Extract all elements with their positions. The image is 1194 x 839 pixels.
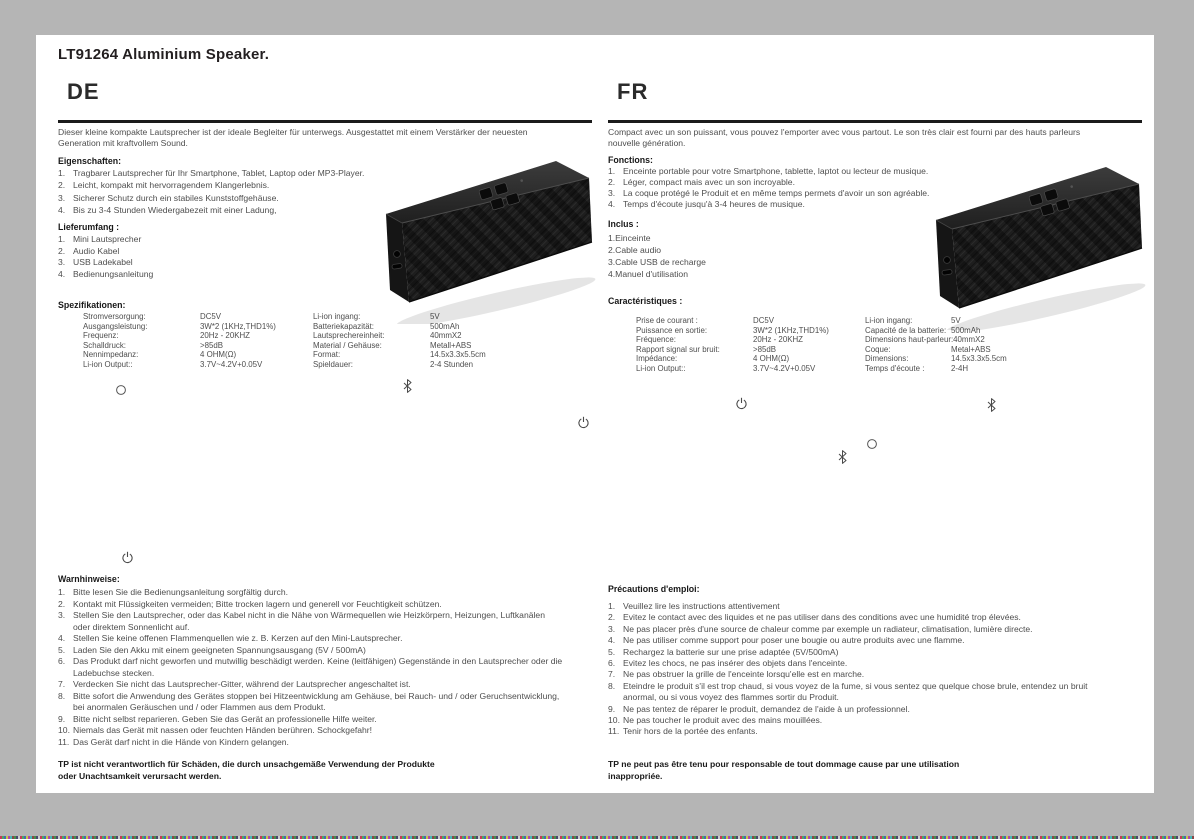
section-heading-specs: Spezifikationen:	[58, 300, 126, 310]
spec-label: Batteriekapazität:	[313, 321, 374, 331]
section-heading-specs: Caractéristiques :	[608, 296, 683, 306]
spec-value: 3.7V~4.2V+0.05V	[753, 363, 816, 373]
spec-label: Impédance:	[636, 354, 678, 364]
spec-label: Format:	[313, 350, 341, 360]
list-item: Audio Kabel	[73, 245, 120, 256]
spec-value: 3.7V~4.2V+0.05V	[200, 359, 263, 369]
list-item: Mini Lautsprecher	[73, 234, 142, 244]
section-heading-warnings: Précautions d'emploi:	[608, 584, 700, 594]
spec-value: >85dB	[753, 344, 777, 354]
spec-label: Prise de courant :	[636, 316, 698, 325]
spec-label: Li-ion ingang:	[313, 312, 361, 321]
spec-row	[865, 335, 1007, 345]
divider-rule	[608, 120, 1142, 123]
spec-table-left	[636, 316, 829, 374]
spec-row	[636, 335, 829, 345]
spec-value: Metall+ABS	[430, 340, 472, 350]
spec-label: Lautsprechereinheit:	[313, 331, 385, 341]
section-heading-included: Inclus :	[608, 219, 639, 229]
intro-text: Dieser kleine kompakte Lautsprecher ist der ideale Begleiter für unterwegs. Ausgestattet mit einem Verstärker der neuesten Generation mit kraftvollem Sound.	[58, 127, 528, 148]
spec-row	[865, 345, 1007, 355]
language-label-fr: FR	[617, 79, 649, 104]
divider-rule	[58, 120, 592, 123]
list-item: Bitte sofort die Anwendung des Gerätes stoppen bei Hitzeentwicklung am Gehäuse, bei Rauch- und / oder Geruchsentwicklung, bei anormalen Geräuschen und / oder Flammen aus dem Produkt.	[73, 690, 560, 712]
list-item: Ne pas placer près d'une source de chaleur comme par exemple un radiateur, climatisation, lumière directe.	[623, 623, 1033, 634]
spec-value: 40mmX2	[953, 335, 985, 345]
speaker-product-photo	[368, 152, 606, 324]
list-item: Eteindre le produit s'il est trop chaud, si vous voyez de la fume, si vous sentez que quelque chose brule, entendez un bruit anormal, ou si vous voyez des flammes sortir du Produit.	[623, 680, 1088, 703]
list-item: Evitez les chocs, ne pas insérer des objets dans l'enceinte.	[623, 658, 848, 669]
spec-label: Capacité de la batterie:	[865, 325, 947, 335]
spec-value: 2-4H	[951, 363, 969, 373]
spec-value: 500mAh	[430, 321, 460, 331]
list-item: Ne pas tentez de réparer le produit, demandez de l'aide à un professionnel.	[623, 703, 910, 714]
list-item: Bitte nicht selbst reparieren. Geben Sie das Gerät an professionelle Hilfe weiter.	[73, 713, 377, 724]
spec-row	[83, 322, 276, 332]
spec-row	[83, 331, 276, 341]
list-item: Veuillez lire les instructions attentivement	[623, 601, 780, 611]
list-item: 1.Einceinte	[608, 233, 651, 243]
list-item: Stellen Sie keine offenen Flammenquellen wie z. B. Kerzen auf den Mini-Lautsprecher.	[73, 633, 403, 643]
list-item: 3.Cable USB de recharge	[608, 257, 706, 267]
speaker-product-photo	[918, 158, 1156, 330]
list-item: Sicherer Schutz durch ein stabiles Kunststoffgehäuse.	[73, 192, 279, 203]
list-item: 4.Manuel d'utilisation	[608, 269, 688, 279]
spec-label: Dimensions haut-parleur:	[865, 335, 954, 345]
spec-value: 20Hz - 20KHZ	[753, 335, 803, 345]
list-item: Verdecken Sie nicht das Lautsprecher-Gitter, während der Lautsprecher angeschaltet ist.	[73, 679, 411, 689]
circle-mark-icon	[866, 438, 878, 450]
spec-label: Temps d'écoute :	[865, 363, 925, 373]
spec-value: 3W*2 (1KHz,THD1%)	[200, 321, 276, 331]
spec-label: Li-ion Output::	[636, 363, 686, 373]
list-item: Léger, compact mais avec un son incroyable.	[623, 177, 795, 187]
spec-row	[636, 316, 829, 326]
spec-value: 4 OHM(Ω)	[753, 354, 790, 364]
spec-row	[313, 350, 486, 360]
spec-row	[83, 341, 276, 351]
spec-label: Schalldruck:	[83, 340, 126, 350]
list-item: Tenir hors de la portée des enfants.	[623, 726, 758, 737]
power-icon	[577, 416, 590, 429]
spec-table-left	[83, 312, 276, 370]
list-item: 2.Cable audio	[608, 245, 662, 255]
spec-value: DC5V	[200, 312, 222, 321]
spec-value: 500mAh	[951, 325, 981, 335]
spec-value: 14.5x3.3x5.5cm	[430, 350, 486, 360]
included-list	[58, 234, 153, 281]
list-item: Kontakt mit Flüssigkeiten vermeiden; Bitte trocken lagern und generell vor Feuchtigkeit schützen.	[73, 598, 442, 609]
spec-label: Puissance en sortie:	[636, 325, 708, 335]
warnings-list	[608, 601, 1120, 738]
spec-row	[636, 354, 829, 364]
spec-label: Dimensions:	[865, 354, 909, 364]
list-item: Ne pas utiliser comme support pour poser une bougie ou autre produits avec une flamme.	[623, 635, 965, 646]
language-label-de: DE	[67, 79, 100, 104]
bluetooth-icon	[987, 398, 996, 412]
spec-row	[83, 350, 276, 360]
spec-row	[83, 312, 276, 322]
list-item: Leicht, kompakt mit hervorragendem Klangerlebnis.	[73, 180, 270, 191]
intro-text: Compact avec un son puissant, vous pouvez l'emporter avec vous partout. Le son très clair est fourni par des hauts parleurs nouvelle génération.	[608, 127, 1081, 148]
list-item: Enceinte portable pour votre Smartphone, tablette, laptot ou lecteur de musique.	[623, 166, 929, 176]
spec-label: Spieldauer:	[313, 359, 353, 369]
spec-label: Ausgangsleistung:	[83, 321, 148, 331]
power-icon	[735, 397, 748, 410]
list-item: Das Produkt darf nicht geworfen und mutwillig beschädigt werden. Keine (leitfähigen) Gegenstände in den Lautsprecher oder die Ladebuchse stecken.	[73, 656, 563, 678]
circle-mark-icon	[115, 384, 127, 396]
spec-value: 2-4 Stunden	[430, 359, 473, 369]
spec-value: 5V	[951, 316, 961, 325]
spec-row	[865, 364, 1007, 374]
spec-label: Nennimpedanz:	[83, 350, 139, 360]
list-item: Bis zu 3-4 Stunden Wiedergabezeit mit einer Ladung,	[73, 205, 277, 216]
spec-label: Rapport signal sur bruit:	[636, 344, 720, 354]
list-item: Evitez le contact avec des liquides et ne pas utiliser dans des conditions avec une humidité trop élevées.	[623, 612, 1021, 623]
list-item: Stellen Sie den Lautsprecher, oder das Kabel nicht in die Nähe von Wärmequellen wie Heizkörpern, Heizungen, Luftkanälen oder direktem Sonnenlicht auf.	[73, 610, 545, 632]
spec-label: Material / Gehäuse:	[313, 340, 382, 350]
spec-value: 14.5x3.3x5.5cm	[951, 354, 1007, 364]
disclaimer-text: TP ne peut pas être tenu pour responsable de tout dommage cause par une utilisation inappropriée.	[608, 759, 960, 781]
list-item: Bedienungsanleitung	[73, 269, 154, 280]
spec-row	[865, 354, 1007, 364]
included-list	[608, 232, 706, 280]
list-item: USB Ladekabel	[73, 257, 133, 268]
spec-label: Frequenz:	[83, 331, 119, 341]
section-heading-warnings: Warnhinweise:	[58, 574, 120, 584]
list-item: Rechargez la batterie sur une prise adaptée (5V/500mA)	[623, 646, 839, 657]
spec-value: 20Hz - 20KHZ	[200, 331, 250, 341]
list-item: Ne pas toucher le produit avec des mains mouillées.	[623, 715, 823, 726]
page-title: LT91264 Aluminium Speaker.	[58, 46, 270, 63]
list-item: Tragbarer Lautsprecher für Ihr Smartphone, Tablet, Laptop oder MP3-Player.	[73, 168, 365, 178]
spec-row	[636, 345, 829, 355]
spec-value: 3W*2 (1KHz,THD1%)	[753, 325, 829, 335]
spec-row	[83, 360, 276, 370]
spec-label: Li-ion ingang:	[865, 316, 913, 325]
list-item: Das Gerät darf nicht in die Hände von Kindern gelangen.	[73, 736, 289, 747]
spec-row	[636, 326, 829, 336]
column-de	[58, 35, 592, 793]
spec-row	[313, 341, 486, 351]
spec-value: Metal+ABS	[951, 344, 991, 354]
spec-value: 40mmX2	[430, 331, 462, 341]
bluetooth-icon	[838, 450, 847, 464]
warnings-list	[58, 587, 563, 748]
list-item: Niemals das Gerät mit nassen oder feuchten Händen berühren. Schockgefahr!	[73, 725, 373, 735]
spec-label: Li-ion Output::	[83, 359, 133, 369]
spec-value: 4 OHM(Ω)	[200, 350, 237, 360]
spec-row	[636, 364, 829, 374]
list-item: La coque protégé le Produit et en même temps permets d'avoir un son agréable.	[623, 188, 930, 198]
spec-row	[313, 360, 486, 370]
column-fr	[608, 35, 1142, 793]
section-heading-features: Eigenschaften:	[58, 156, 122, 166]
list-item: Ne pas obstruer la grille de l'enceinte lorsqu'elle est en marche.	[623, 669, 865, 680]
list-item: Bitte lesen Sie die Bedienungsanleitung sorgfältig durch.	[73, 587, 288, 597]
disclaimer-text: TP ist nicht verantwortlich für Schäden, die durch unsachgemäße Verwendung der Produkte oder Unachtsamkeit verursacht werden.	[58, 759, 435, 781]
spec-value: >85dB	[200, 340, 224, 350]
spec-label: Stromversorgung:	[83, 312, 146, 321]
section-heading-included: Lieferumfang :	[58, 222, 120, 232]
spec-label: Fréquence:	[636, 335, 676, 345]
spec-row	[313, 331, 486, 341]
spec-value: DC5V	[753, 316, 775, 325]
list-item: Laden Sie den Akku mit einem geeigneten Spannungsausgang (5V / 500mA)	[73, 644, 366, 655]
power-icon	[121, 551, 134, 564]
list-item: Temps d'écoute jusqu'à 3-4 heures de musique.	[623, 199, 805, 209]
page-sheet	[36, 35, 1154, 793]
spec-label: Coque:	[865, 344, 891, 354]
section-heading-features: Fonctions:	[608, 155, 653, 165]
bluetooth-icon	[403, 379, 412, 393]
